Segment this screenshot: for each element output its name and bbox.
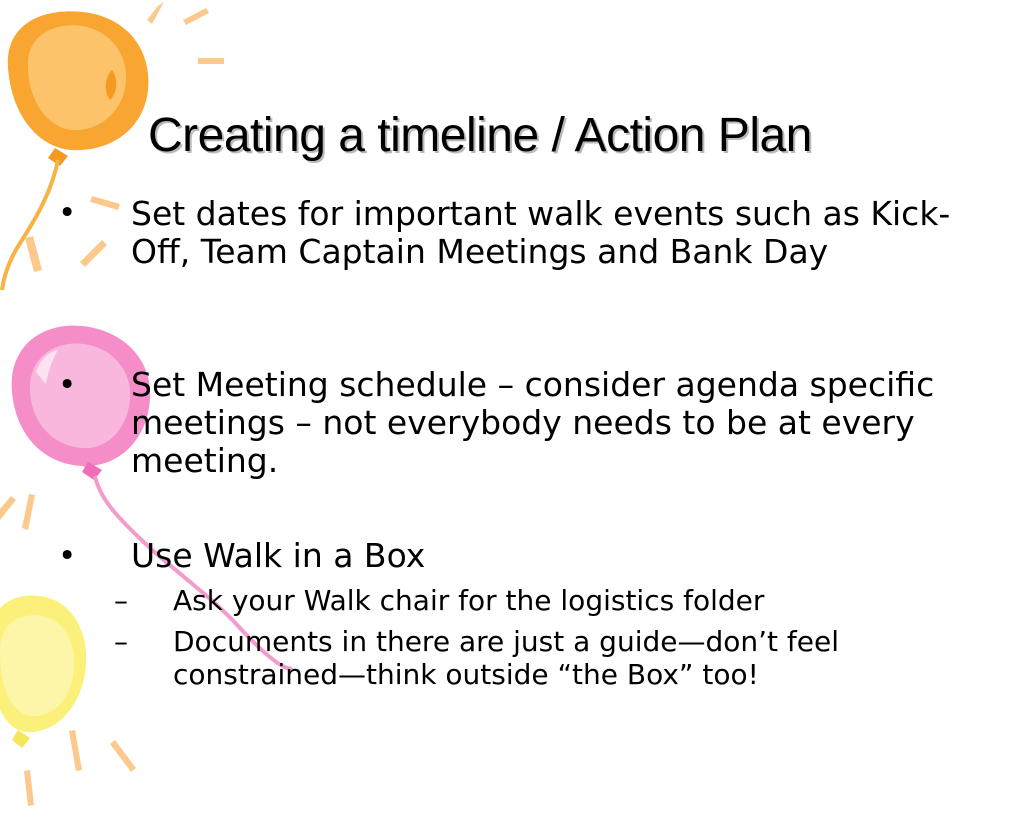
orange-balloon: [2, 11, 148, 290]
sub-bullet-logistics-folder: Ask your Walk chair for the logistics folder: [173, 584, 765, 617]
slide-title: Creating a timeline / Action Plan: [148, 109, 812, 162]
sub-bullet-marker: –: [114, 584, 128, 617]
bullet-item-walk-in-a-box: Use Walk in a Box: [131, 536, 426, 575]
bullet-marker: •: [58, 367, 77, 403]
sub-bullet-marker: –: [114, 625, 128, 658]
bullet-marker: •: [58, 538, 77, 574]
bullet-item-set-dates: Set dates for important walk events such as Kick-Off, Team Captain Meetings and Bank Day: [131, 194, 951, 271]
yellow-balloon: [0, 595, 86, 748]
bullet-item-meeting-schedule: Set Meeting schedule – consider agenda specific meetings – not everybody needs to be at every meeting.: [131, 365, 935, 480]
sub-bullet-documents-guide: Documents in there are just a guide—don’t feel constrained—think outside “the Box” too!: [173, 625, 839, 691]
bullet-marker: •: [58, 195, 77, 231]
